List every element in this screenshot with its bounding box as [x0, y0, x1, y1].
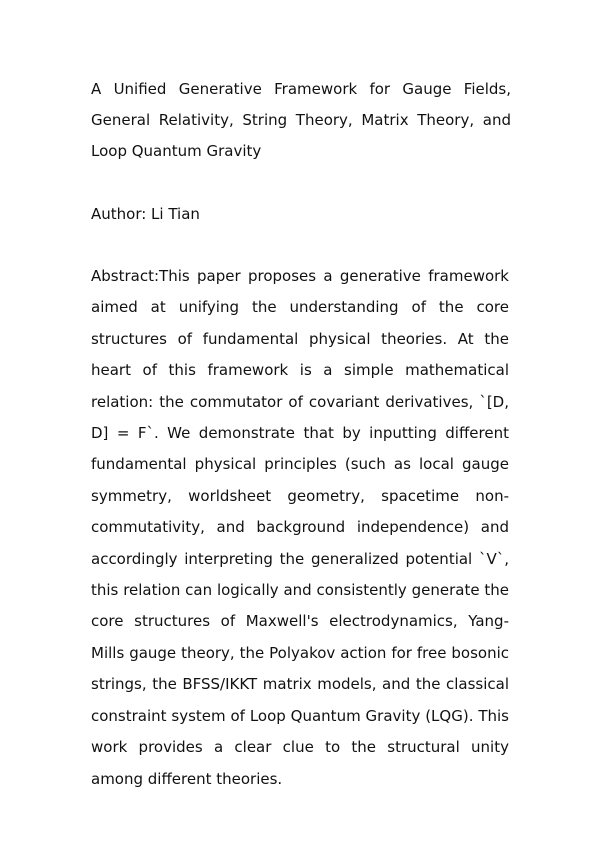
abstract-paragraph — [91, 261, 509, 795]
abstract-label: Abstract: — [91, 267, 160, 285]
abstract-text: This paper proposes a generative framework aimed at unifying the understanding of the core structures of fundamental physical theories. At the heart of this framework is a simple mathematical relation: the commutator of covariant derivatives, `[D, D] = F`. We demonstrate that by inputting different fundamental physical principles (such as local gauge symmetry, worldsheet geometry, spacetime non-commutativity, and background independence) and accordingly interpreting the generalized potential `V`, this relation can logically and consistently generate the core structures of Maxwell's electrodynamics, Yang-Mills gauge theory, the Polyakov action for free bosonic strings, the BFSS/IKKT matrix models, and the classical constraint system of Loop Quantum Gravity (LQG). This work provides a clear clue to the structural unity among different theories. — [91, 267, 509, 788]
author-line: Author: Li Tian — [91, 205, 200, 223]
paper-title: A Unified Generative Framework for Gauge Fields, General Relativity, String Theory, Matrix Theory, and Loop Quantum Gravity — [91, 80, 511, 160]
